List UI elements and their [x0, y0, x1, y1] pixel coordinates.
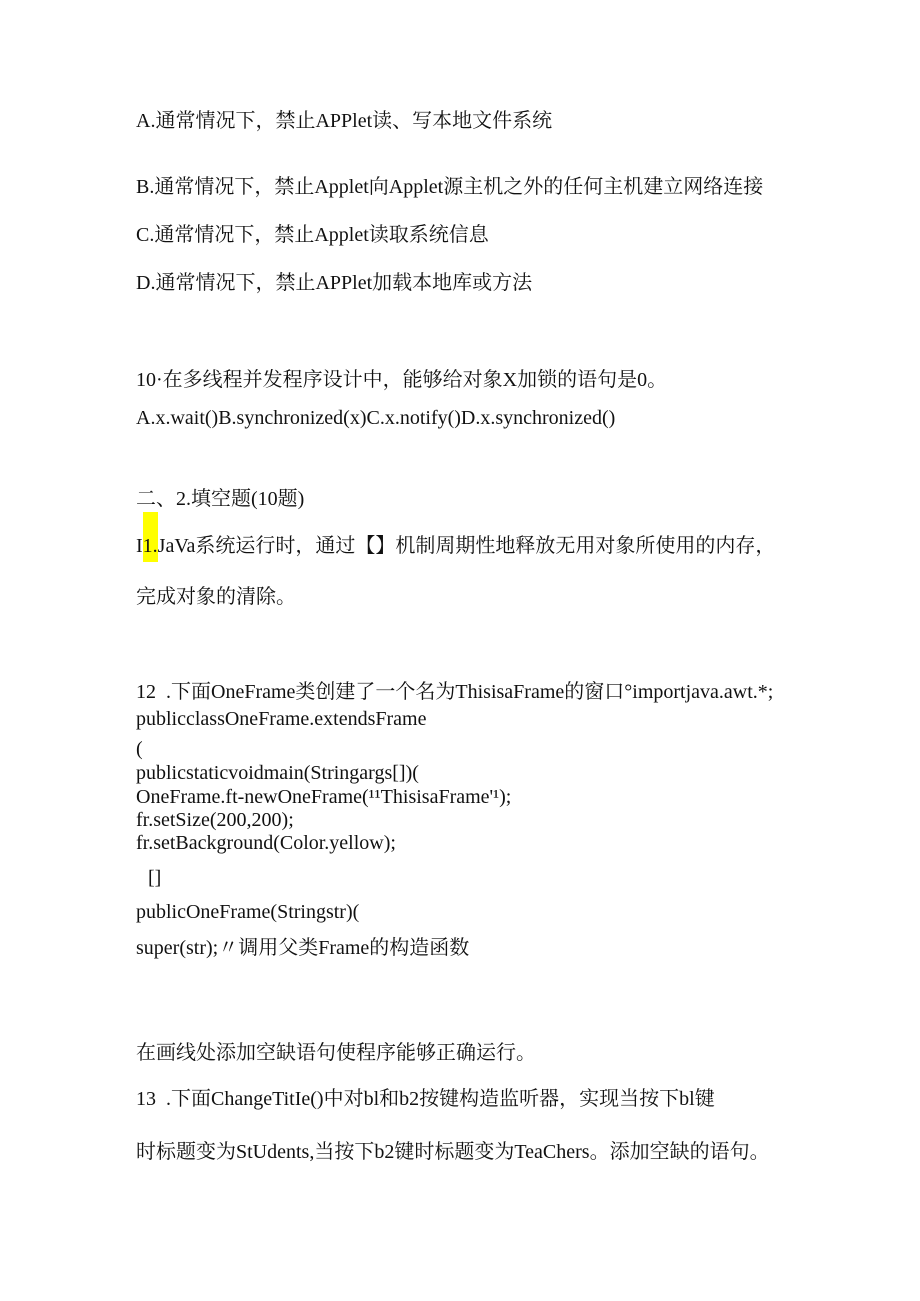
question-12-header: 12 .下面OneFrame类创建了一个名为ThisisaFrame的窗口°importjava.awt.*;	[136, 681, 774, 703]
code-line: (	[136, 738, 143, 760]
question-11-line2: 完成对象的清除。	[136, 586, 296, 608]
question-13-line1: 13 .下面ChangeTitIe()中对bl和b2按键构造监听器，实现当按下bl键	[136, 1088, 715, 1110]
code-line: fr.setSize(200,200);	[136, 809, 294, 831]
code-line: publicclassOneFrame.extendsFrame	[136, 708, 427, 730]
code-line: publicstaticvoidmain(Stringargs[])(	[136, 762, 419, 784]
question-11-line1: I1.JaVa系统运行时，通过【】机制周期性地释放无用对象所使用的内存，	[136, 535, 776, 557]
section-title: 二、2.填空题(10题)	[136, 488, 305, 510]
question-10: 10·在多线程并发程序设计中，能够给对象X加锁的语句是0。	[136, 369, 668, 391]
question-13-line2: 时标题变为StUdents,当按下b2键时标题变为TeaChers。添加空缺的语句。	[136, 1141, 770, 1163]
code-blank: []	[148, 867, 162, 889]
option-d: D.通常情况下，禁止APPlet加载本地库或方法	[136, 272, 533, 294]
code-line: publicOneFrame(Stringstr)(	[136, 901, 360, 923]
option-a: A.通常情况下，禁止APPlet读、写本地文件系统	[136, 110, 553, 132]
code-line: OneFrame.ft-newOneFrame(¹¹ThisisaFrame'¹);	[136, 786, 512, 808]
code-line: fr.setBackground(Color.yellow);	[136, 832, 396, 854]
option-b: B.通常情况下，禁止Applet向Applet源主机之外的任何主机建立网络连接	[136, 176, 764, 198]
option-c: C.通常情况下，禁止Applet读取系统信息	[136, 224, 489, 246]
code-line: super(str);〃调用父类Frame的构造函数	[136, 937, 470, 959]
question-10-options: A.x.wait()B.synchronized(x)C.x.notify()D.x.synchronized()	[136, 407, 616, 429]
question-12-instruction: 在画线处添加空缺语句使程序能够正确运行。	[136, 1042, 536, 1064]
